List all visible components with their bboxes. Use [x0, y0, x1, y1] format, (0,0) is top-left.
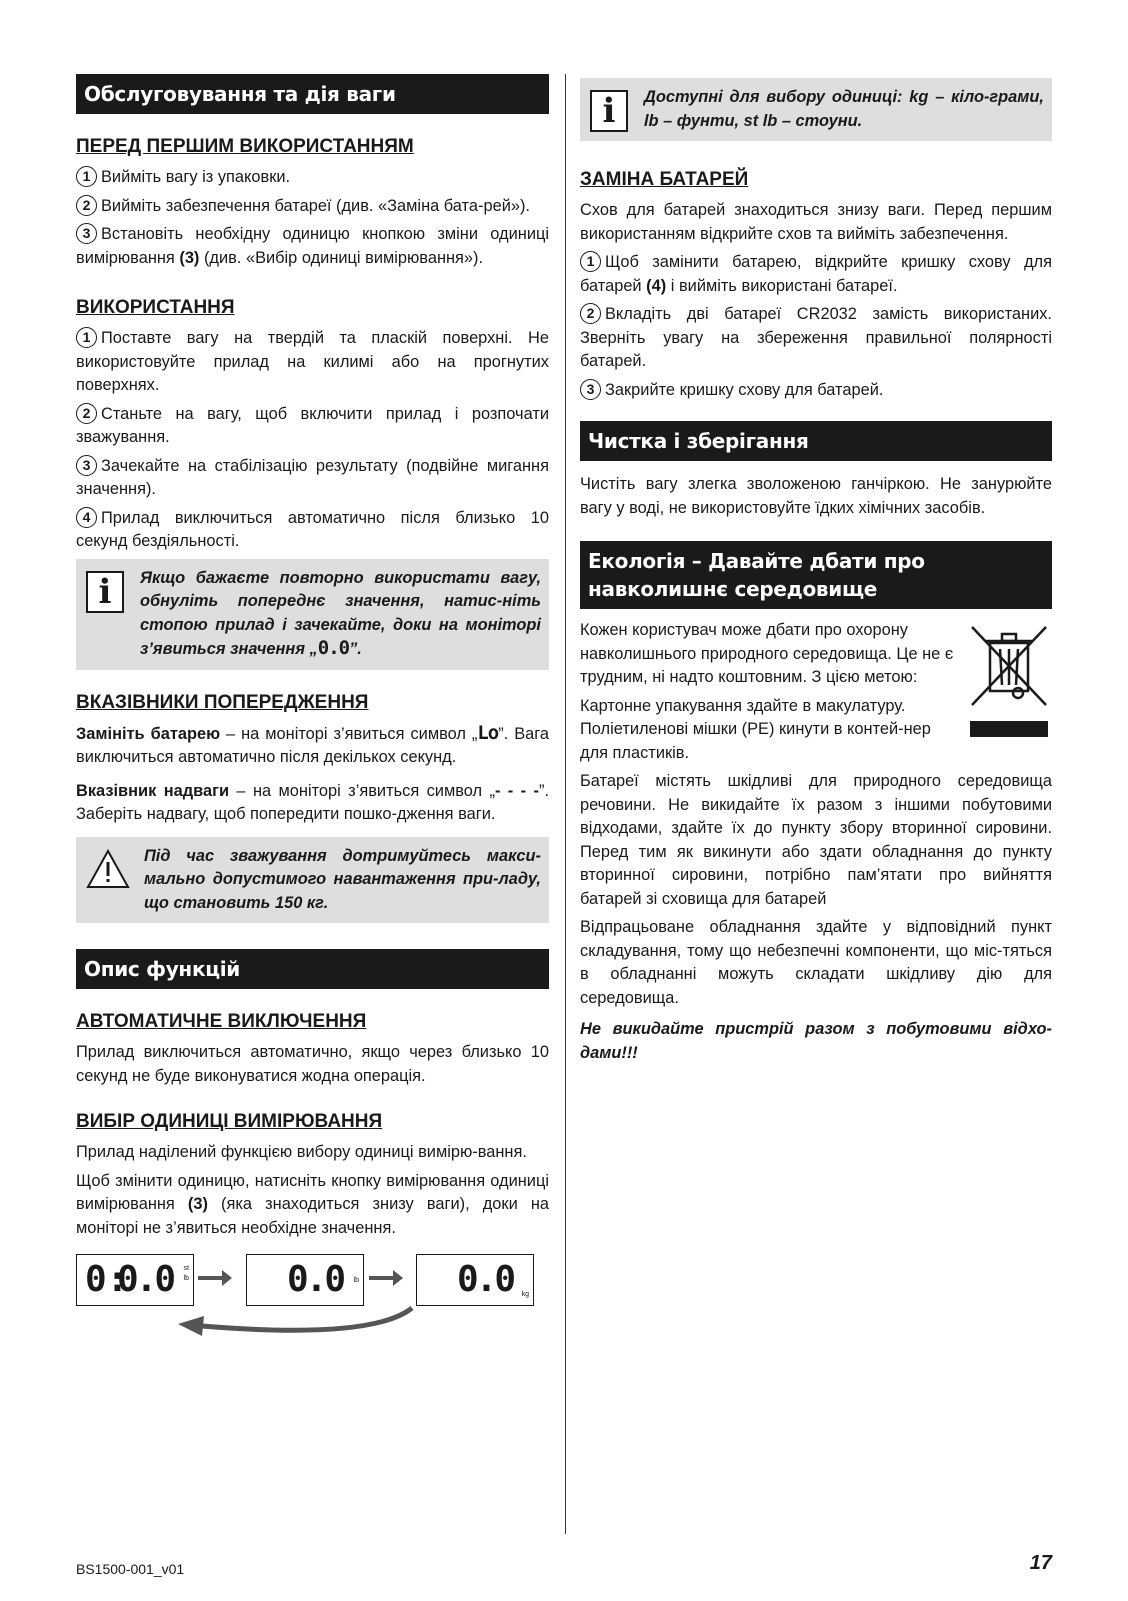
list-item [76, 327, 549, 398]
cleaning-text: Чистіть вагу злегка зволоженою ганчіркою. Не занурюйте вагу у воді, не використовуйте їдких хімічних засобів. [580, 475, 1052, 517]
info-icon: i [590, 90, 630, 132]
step-number: 1 [76, 166, 97, 187]
battery-intro: Схов для батарей знаходиться знизу ваги. Перед першим використанням відкрийте схов та вийміть забезпечення. [580, 201, 1052, 243]
ecology-text: Кожен користувач може дбати про охорону навколишнього природного середовища. Це не є трудним, ні надто коштовним. З цією метою: [580, 621, 954, 686]
warning-overload: Вказівник надваги – на моніторі з’явиться символ „- - - -”. Заберіть надвагу, щоб попередити пошко-дження ваги. [76, 781, 549, 823]
list-item [76, 507, 549, 554]
info-icon: i [86, 571, 126, 613]
section-title-operation: Обслуговування та дія ваги [76, 74, 549, 114]
unit-select-instructions: Щоб змінити одиницю, натисніть кнопку вимірювання одиниці вимірювання (3) (яка знаходиться знизу ваги), доки на моніторі не з’явиться необхідне значення. [76, 1171, 549, 1237]
display-lb [246, 1254, 364, 1306]
step-text: (див. «Вибір одиниці вимірювання»). [199, 248, 484, 267]
section-title-cleaning: Чистка і зберігання [580, 421, 1052, 461]
step-number: 3 [76, 223, 97, 244]
info-note-reuse [76, 559, 549, 670]
step-number: 3 [580, 379, 601, 400]
step-text: Встановіть необхідну одиницю кнопкою зміни одиниці вимірювання [76, 225, 549, 267]
heading-before-first-use: ПЕРЕД ПЕРШИМ ВИКОРИСТАННЯМ [76, 136, 414, 157]
step-text: Поставте вагу на твердій та пласкій поверхні. Не використовуйте прилад на килимі або на прогнутих поверхнях. [76, 329, 549, 394]
step-number: 2 [76, 403, 97, 424]
step-ref: (3) [179, 248, 200, 267]
info-note-text: Доступні для вибору одиниці: kg – кіло-грами, lb – фунти, st lb – стоуни. [644, 88, 1044, 130]
unit-kg-label: kg [521, 1291, 529, 1298]
heading-unit-select: ВИБІР ОДИНИЦІ ВИМІРЮВАННЯ [76, 1111, 383, 1132]
weee-crossed-bin-icon [966, 621, 1052, 749]
heading-warnings: ВКАЗІВНИКИ ПОПЕРЕДЖЕННЯ [76, 691, 369, 713]
info-note-units [580, 78, 1052, 141]
warning-battery: Замініть батарею – на моніторі з’явиться символ „Lo”. Вага виключиться автоматично після декількох секунд. [76, 721, 549, 766]
step-number: 1 [580, 251, 601, 272]
step-number: 2 [76, 195, 97, 216]
unit-st-label: st [183, 1265, 189, 1272]
ecology-text: Батареї містять шкідливі для природного середовища речовини. Не викидайте їх разом з іншими побутовими відходами, здайте їх до пункту збору вторинної сировини. Перед тим як викинути або здати обладнання до пункту вторинної сировини, потрібно пам’ятати про вийняття батарей зі сховища для батарей [580, 772, 1052, 908]
list-item [76, 455, 549, 502]
list-item [76, 403, 549, 450]
unit-lb-label: lb [353, 1277, 359, 1284]
right-column [580, 78, 1052, 1070]
heading-battery-replace: ЗАМІНА БАТАРЕЙ [580, 169, 749, 190]
display-value: 0.0 [286, 1259, 343, 1300]
list-item: 1 Щоб замінити батарею, відкрийте кришку схову для батарей (4) і вийміть використані батареї. [580, 253, 1052, 295]
step-text: Зачекайте на стабілізацію результату (подвійне мигання значення). [76, 456, 549, 498]
unit-select-text: Прилад наділений функцією вибору одиниці вимірю-вання. [76, 1143, 527, 1161]
info-note-text: Якщо бажаєте повторно використати вагу, обнуліть попереднє значення, натис-ніть стопою прилад і зачекайте, доки на моніторі з’явиться значення „0.0”. [140, 568, 541, 659]
ecology-text: Відпрацьоване обладнання здайте у відповідний пункт складування, тому що небезпечні компоненти, що міс-тяться в обладнанні можуть складати шкідливу дію для середовища. [580, 918, 1052, 1007]
list-item: 3 Закрийте кришку схову для батарей. [580, 379, 1052, 403]
return-arrow-icon [172, 1306, 422, 1340]
step-text: Станьте на вагу, щоб включити прилад і розпочати зважування. [76, 404, 549, 446]
lcd-value-inline: 0.0 [317, 637, 350, 659]
section-title-functions: Опис функцій [76, 949, 549, 989]
caution-note [76, 837, 549, 924]
display-value: 0.0 [116, 1259, 173, 1300]
heading-auto-off: АВТОМАТИЧНЕ ВИКЛЮЧЕННЯ [76, 1011, 367, 1032]
ecology-text: Картонне упакування здайте в макулатуру. Поліетиленові мішки (PE) кинути в контей-нер для пластиків. [580, 696, 931, 762]
step-number: 4 [76, 507, 97, 528]
list-item [76, 195, 549, 219]
step-text: Вийміть вагу із упаковки. [101, 168, 291, 186]
display-st-lb [76, 1254, 194, 1306]
unit-display-sequence [76, 1254, 549, 1344]
heading-usage: ВИКОРИСТАННЯ [76, 297, 235, 318]
left-column [76, 74, 549, 1344]
arrow-right-icon [198, 1276, 224, 1280]
list-item [76, 166, 549, 190]
ecology-warning: Не викидайте пристрій разом з побутовими відхо-дами!!! [580, 1020, 1052, 1062]
arrow-right-icon [369, 1276, 395, 1280]
step-text: Прилад виключиться автоматично після близько 10 секунд бездіяльності. [76, 508, 549, 550]
step-text: Вийміть забезпечення батареї (див. «Заміна бата-рей»). [101, 196, 530, 215]
unit-lb-label: lb [183, 1275, 189, 1282]
display-value: 0.0 [456, 1259, 513, 1300]
column-divider [565, 74, 566, 1534]
step-number: 1 [76, 327, 97, 348]
lcd-lo-symbol: Lo [477, 721, 499, 744]
overload-symbol: - - - - [494, 781, 539, 800]
list-item: 2 Вкладіть дві батареї CR2032 замість використаних. Зверніть увагу на збереження правильної полярності батарей. [580, 305, 1052, 370]
step-number: 2 [580, 303, 601, 324]
step-number: 3 [76, 455, 97, 476]
document-code: BS1500-001_v01 [76, 1561, 185, 1577]
display-kg [416, 1254, 534, 1306]
auto-off-text: Прилад виключиться автоматично, якщо через близько 10 секунд не буде виконуватися жодна операція. [76, 1043, 549, 1085]
list-item [76, 223, 549, 270]
warning-triangle-icon [86, 849, 130, 897]
display-zero: 0: [85, 1259, 129, 1300]
page-number: 17 [1029, 1552, 1052, 1574]
caution-text: Під час зважування дотримуйтесь макси-мально допустимого навантаження при-ладу, що становить 150 кг. [144, 846, 541, 912]
section-title-ecology: Екологія – Давайте дбати про навколишнє середовище [580, 541, 1052, 609]
